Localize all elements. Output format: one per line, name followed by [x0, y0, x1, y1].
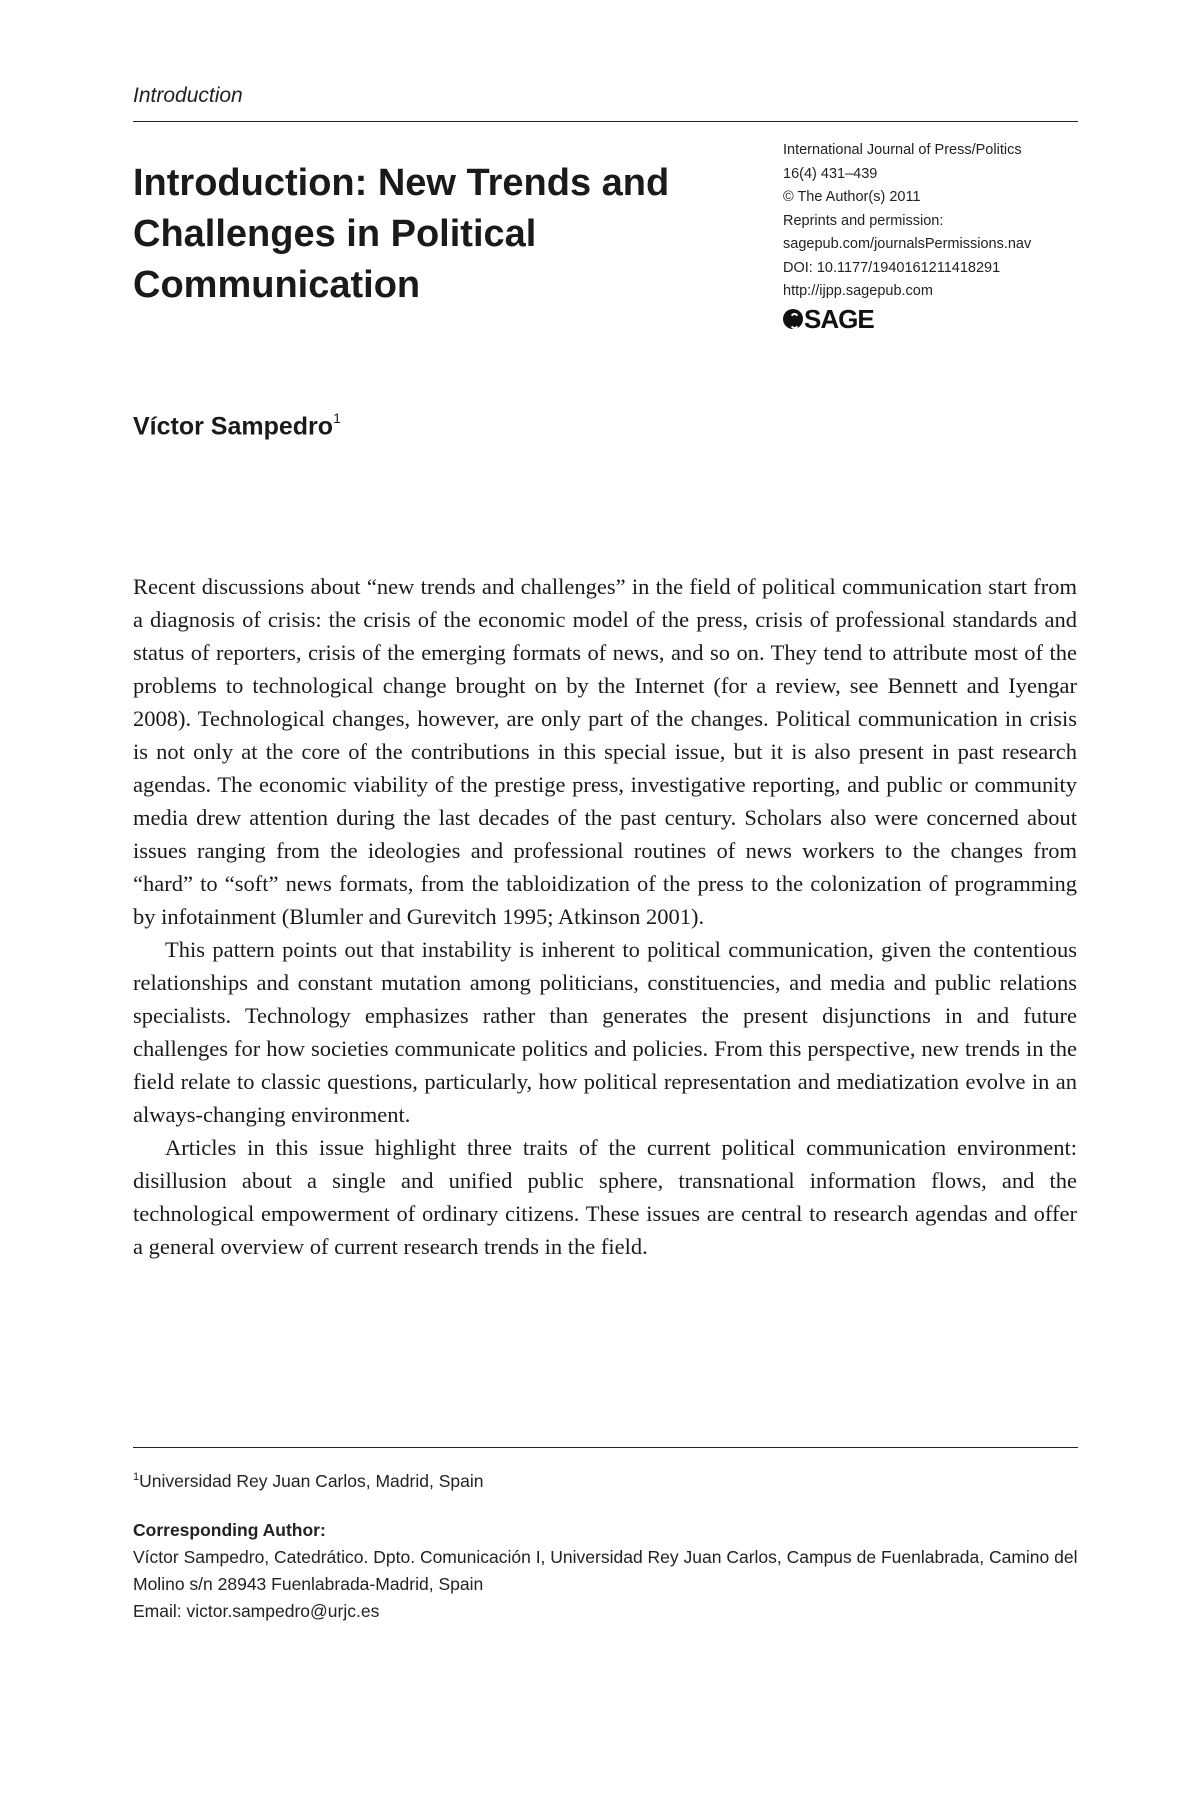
footnote-rule [133, 1447, 1078, 1448]
sage-logo-icon [783, 309, 803, 329]
body-paragraph: This pattern points out that instability is inherent to political communication, given the contentious relationships and constant mutation among politicians, constituencies, and media and public relations specialists. Technology emphasizes rather than generates the present disjunctions in and future challenges for how societies communicate politics and policies. From this perspective, new trends in the field relate to classic questions, particularly, how political representation and mediatization evolve in an always-changing environment. [133, 937, 1077, 1127]
article-title: Introduction: New Trends and Challenges in Political Communication [133, 162, 670, 306]
journal-doi[interactable]: DOI: 10.1177/1940161211418291 [783, 259, 1001, 276]
journal-url[interactable]: http://ijpp.sagepub.com [783, 283, 933, 299]
running-head: Introduction [133, 84, 243, 107]
journal-permissions-link[interactable]: sagepub.com/journalsPermissions.nav [783, 236, 1032, 252]
journal-name: International Journal of Press/Politics [783, 142, 1022, 158]
sage-logo [783, 303, 1083, 334]
journal-info-block [783, 139, 1083, 334]
journal-copyright: © The Author(s) 2011 [783, 189, 921, 205]
footnote-affiliation-mark: 1 [133, 1471, 140, 1483]
footnote-affiliation [133, 1464, 1078, 1495]
corresponding-author-heading: Corresponding Author: [133, 1519, 326, 1540]
body-paragraph: Articles in this issue highlight three traits of the current political communication environment: disillusion about a single and unified public sphere, transnational information flows, and the technological empowerment of ordinary citizens. These issues are central to research agendas and offer a general overview of current research trends in the field. [133, 1135, 1077, 1259]
sage-logo-text: SAGE [804, 303, 874, 334]
author-name: Víctor Sampedro [133, 412, 334, 441]
author-name-line [133, 412, 341, 441]
corresponding-author-address: Víctor Sampedro, Catedrático. Dpto. Comunicación I, Universidad Rey Juan Carlos, Campus de Fuenlabrada, Camino del Molino s/n 28943 Fuenlabrada-Madrid, Spain [133, 1546, 1078, 1594]
author-affiliation-mark: 1 [333, 410, 341, 426]
header-rule [133, 121, 1078, 122]
corresponding-author-email[interactable]: Email: victor.sampedro@urjc.es [133, 1600, 380, 1621]
journal-reprints: Reprints and permission: [783, 212, 944, 229]
footnote-affiliation-text: Universidad Rey Juan Carlos, Madrid, Spain [139, 1470, 484, 1491]
journal-volume: 16(4) 431–439 [783, 165, 878, 182]
footnotes [133, 1464, 1078, 1625]
article-body [133, 570, 1077, 1263]
body-paragraph: Recent discussions about “new trends and challenges” in the field of political communication start from a diagnosis of crisis: the crisis of the economic model of the press, crisis of professional standards and status of reporters, crisis of the emerging formats of news, and so on. They tend to attribute most of the problems to technological change brought on by the Internet (for a review, see Bennett and Iyengar 2008). Technological changes, however, are only part of the changes. Political communication in crisis is not only at the core of the contributions in this special issue, but it is also present in past research agendas. The economic viability of the prestige press, investigative reporting, and public or community media drew attention during the last decades of the past century. Scholars also were concerned about issues ranging from the ideologies and professional routines of news workers to the changes from “hard” to “soft” news formats, from the tabloidization of the press to the colonization of programming by infotainment (Blumler and Gurevitch 1995; Atkinson 2001). [133, 574, 1077, 929]
